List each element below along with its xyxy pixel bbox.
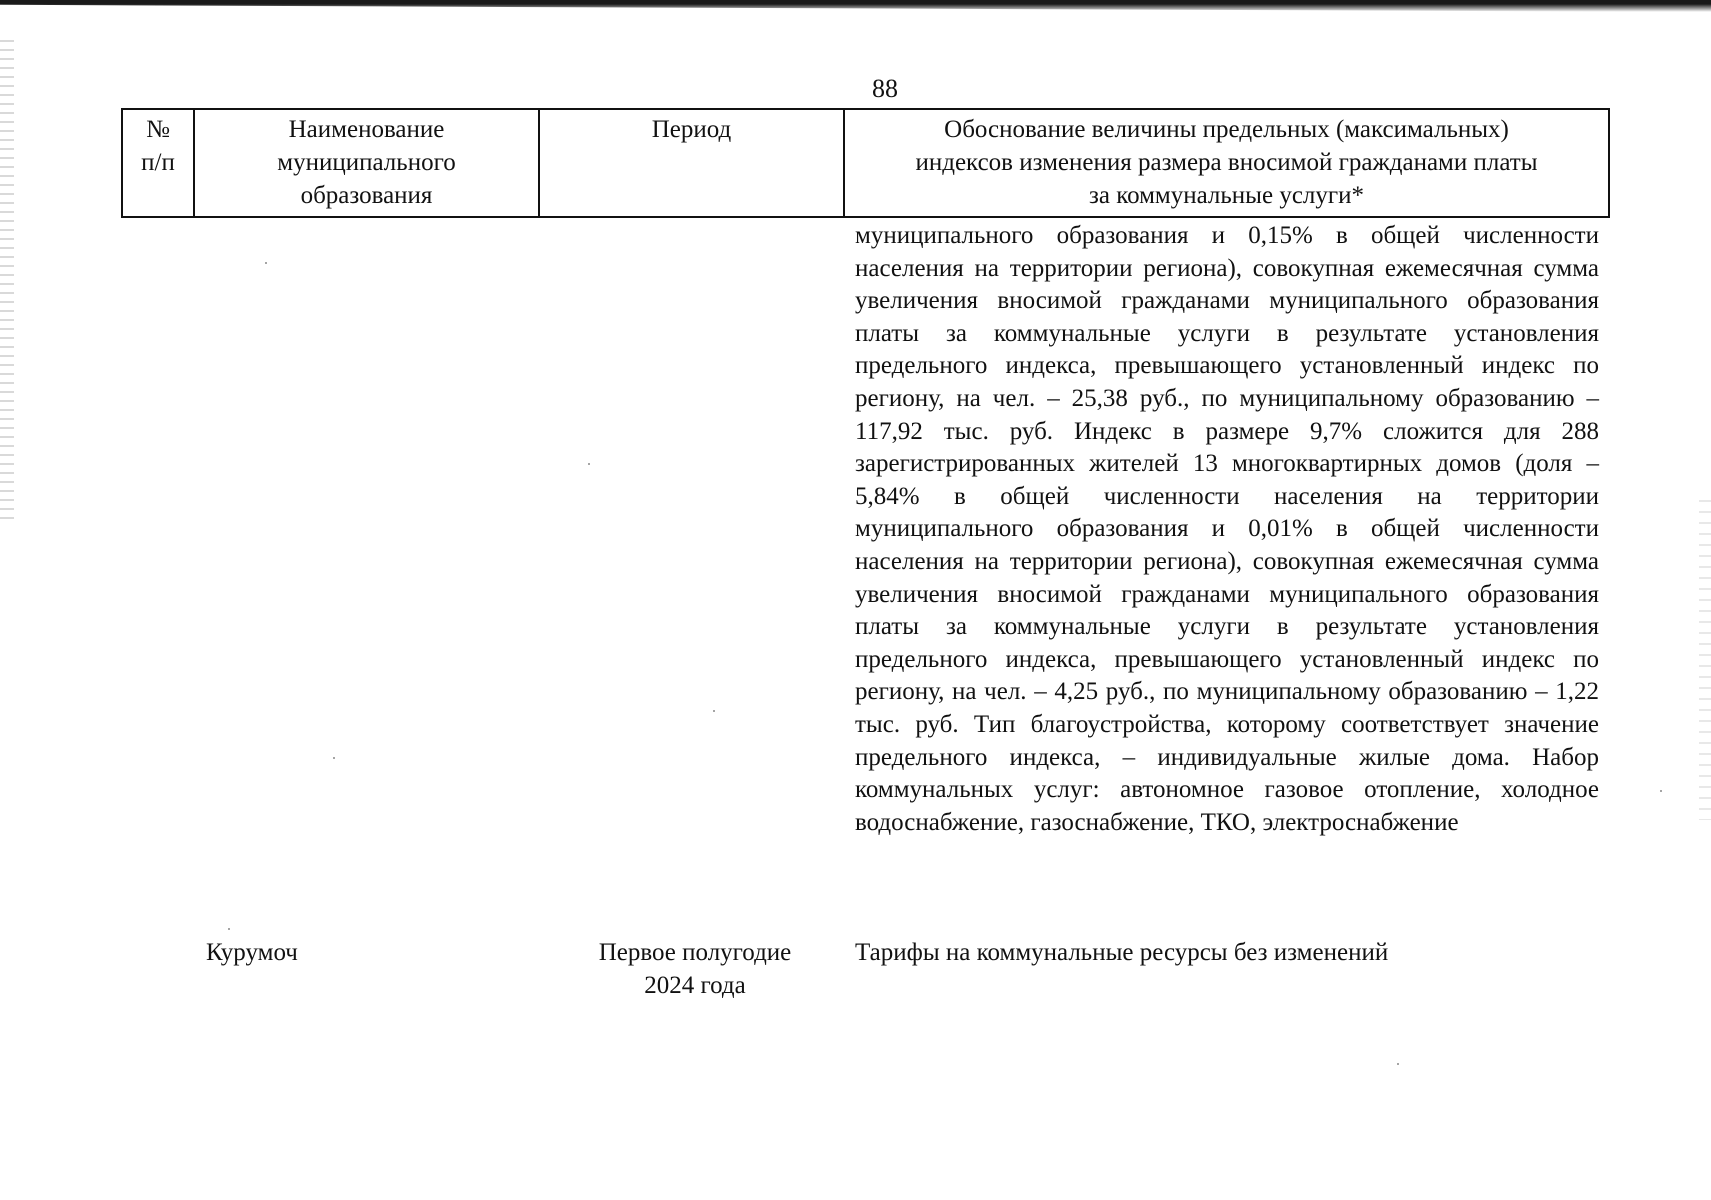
header-period-label: Период — [651, 116, 732, 143]
header-period — [539, 109, 844, 217]
scan-top-edge — [0, 0, 1711, 12]
scan-speck — [1660, 790, 1662, 792]
page-number: 88 — [872, 74, 898, 103]
header-basis — [844, 109, 1609, 217]
header-basis-label: Обоснование величины предельных (максимальных) индексов изменения размера вносимой гражданами платы за коммунальные услуги* — [915, 116, 1538, 209]
scan-left-edge — [0, 40, 14, 520]
basis-continuation-text: муниципального образования и 0,15% в общей численности населения на территории региона), совокупная ежемесячная сумма увеличения вносимой гражданами муниципального образования платы за коммунальные услуги в результате установления предельного индекса, превышающего установленный индекс по региону, на чел. – 25,38 руб., по муниципальному образованию –117,92 тыс. руб. Индекс в размере 9,7% сложится для 288 зарегистрированных жителей 13 многоквартирных домов (доля – 5,84% в общей численности населения на территории муниципального образования и 0,01% в общей численности населения на территории региона), совокупная ежемесячная сумма увеличения вносимой гражданами муниципального образования платы за коммунальные услуги в результате установления предельного индекса, превышающего установленный индекс по региону, на чел. – 4,25 руб., по муниципальному образованию – 1,22 тыс. руб. Тип благоустройства, которому соответствует значение предельного индекса, – индивидуальные жилые дома. Набор коммунальных услуг: автономное газовое отопление, холодное водоснабжение, газоснабжение, ТКО, электроснабжение — [855, 222, 1599, 836]
row-basis: Тарифы на коммунальные ресурсы без изменений — [855, 939, 1389, 966]
scan-speck — [265, 262, 267, 264]
scan-right-edge — [1699, 500, 1711, 820]
table-header-row — [122, 109, 1609, 217]
header-municipality-name — [194, 109, 539, 217]
scan-speck — [228, 928, 230, 930]
table-header — [121, 108, 1610, 218]
header-number — [122, 109, 194, 217]
header-municipality-name-label: Наименование муниципального образования — [277, 116, 456, 209]
scan-speck — [1397, 1063, 1399, 1065]
header-number-label: № п/п — [141, 116, 175, 176]
row-period: Первое полугодие 2024 года — [598, 939, 792, 999]
scan-speck — [333, 757, 335, 759]
row-municipality-name: Курумоч — [206, 939, 298, 966]
scan-speck — [713, 710, 715, 712]
scan-speck — [588, 463, 590, 465]
